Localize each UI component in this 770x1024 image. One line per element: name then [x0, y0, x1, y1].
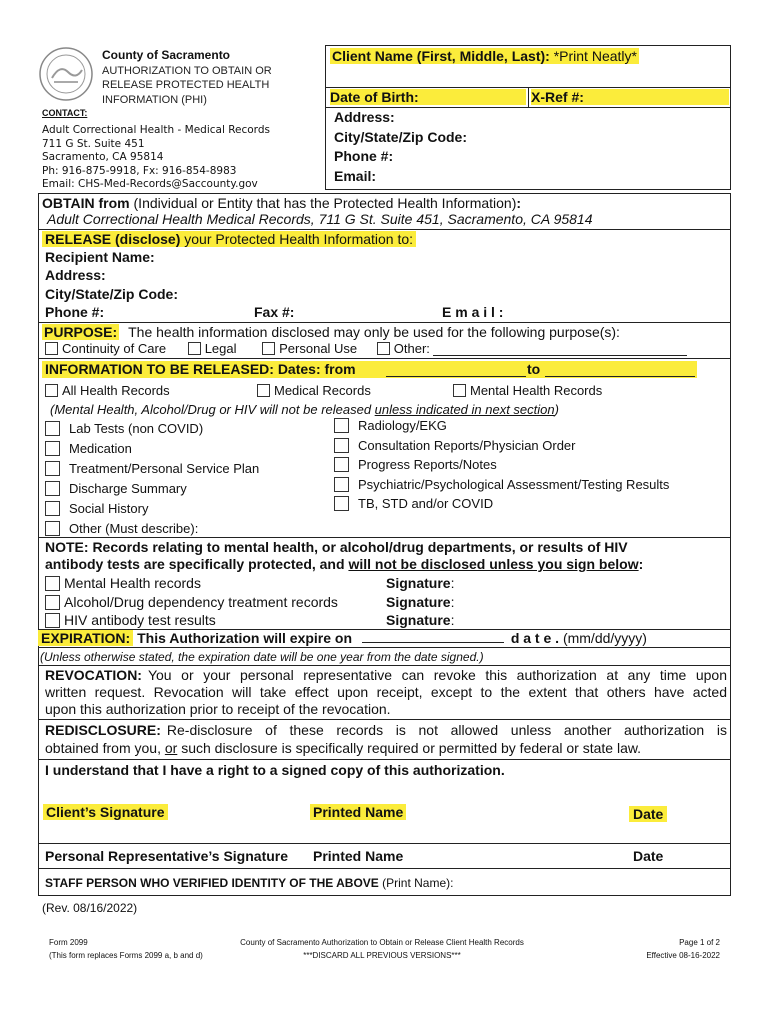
- note-line2: antibody tests are specifically protected, and will not be disclosed unless you sign below:: [45, 556, 644, 572]
- checkbox-icon[interactable]: [262, 342, 275, 355]
- mental-health-records-checkbox[interactable]: Mental Health Records: [453, 383, 602, 398]
- consultation-reports-checkbox[interactable]: Consultation Reports/Physician Order: [334, 436, 669, 456]
- medical-records-checkbox[interactable]: Medical Records: [257, 383, 371, 398]
- staff-verify-label: STAFF PERSON WHO VERIFIED IDENTITY OF THE ABOVE (Print Name):: [45, 876, 454, 890]
- revocation-block: REVOCATION: You or your personal representative can revoke this authorization at any time upon written request. Revocation will take effect upon receipt, except to the extent that others have acted upon this authorization prior to receipt of the revocation.: [45, 667, 727, 717]
- checkbox-icon[interactable]: [334, 418, 349, 433]
- checkbox-icon[interactable]: [334, 438, 349, 453]
- footer-effective-date: Effective 08-16-2022: [646, 951, 720, 960]
- client-email-label: Email:: [334, 168, 377, 184]
- mental-health-consent-row[interactable]: Mental Health records: [45, 574, 338, 593]
- progress-reports-checkbox[interactable]: Progress Reports/Notes: [334, 455, 669, 475]
- checkbox-icon[interactable]: [45, 441, 60, 456]
- purpose-continuity-checkbox[interactable]: Continuity of Care: [45, 341, 166, 356]
- note-line1: NOTE: Records relating to mental health, or alcohol/drug departments, or results of HIV: [45, 539, 628, 555]
- hiv-consent-row[interactable]: HIV antibody test results: [45, 611, 338, 630]
- expiration-note: (Unless otherwise stated, the expiration date will be one year from the date signed.): [40, 650, 484, 664]
- recipient-email-label: E m a i l :: [442, 304, 504, 320]
- date-to-label: to: [527, 361, 541, 377]
- checkbox-icon[interactable]: [45, 501, 60, 516]
- treatment-plan-checkbox[interactable]: Treatment/Personal Service Plan: [45, 459, 259, 479]
- footer-page-number: Page 1 of 2: [679, 938, 720, 947]
- print-neatly-hint: *Print Neatly*: [553, 48, 637, 64]
- checkbox-icon[interactable]: [45, 384, 58, 397]
- form-title-line3: INFORMATION (PHI): [102, 94, 207, 106]
- client-address-label: Address:: [334, 109, 395, 125]
- expiration-row: EXPIRATION: This Authorization will expire on d a t e . (mm/dd/yyyy): [38, 630, 647, 646]
- contact-line: Email: CHS-Med-Records@Saccounty.gov: [42, 178, 258, 190]
- contact-block: [42, 124, 270, 192]
- checkbox-icon[interactable]: [45, 521, 60, 536]
- contact-line: Sacramento, CA 95814: [42, 151, 164, 163]
- mental-health-signature-field[interactable]: Signature:: [386, 575, 455, 591]
- obtain-heading: OBTAIN from (Individual or Entity that has the Protected Health Information):: [42, 195, 522, 211]
- protected-records-list: [45, 574, 338, 630]
- checkbox-icon[interactable]: [45, 613, 60, 628]
- recipient-fax-label: Fax #:: [254, 304, 295, 320]
- footer-discard-notice: ***DISCARD ALL PREVIOUS VERSIONS***: [303, 951, 461, 960]
- checkbox-icon[interactable]: [45, 481, 60, 496]
- info-right-options: [334, 416, 669, 514]
- alcohol-drug-signature-field[interactable]: Signature:: [386, 593, 455, 610]
- release-heading: RELEASE (disclose) your Protected Health Information to:: [42, 231, 416, 247]
- contact-line: 711 G St. Suite 451: [42, 137, 145, 150]
- checkbox-icon[interactable]: [45, 421, 60, 436]
- county-seal-logo: [38, 46, 94, 102]
- client-name-label: Client Name (First, Middle, Last): *Print Neatly*: [332, 48, 637, 64]
- client-phone-label: Phone #:: [334, 148, 394, 164]
- checkbox-icon[interactable]: [257, 384, 270, 397]
- purpose-other-checkbox[interactable]: Other:: [377, 341, 430, 356]
- purpose-legal-checkbox[interactable]: Legal: [188, 341, 237, 356]
- client-signature-label: Client’s Signature: [43, 804, 168, 820]
- checkbox-icon[interactable]: [188, 342, 201, 355]
- discharge-summary-checkbox[interactable]: Discharge Summary: [45, 479, 259, 499]
- revision-label: (Rev. 08/16/2022): [42, 901, 138, 915]
- checkbox-icon[interactable]: [334, 457, 349, 472]
- recipient-name-label: Recipient Name:: [45, 249, 155, 265]
- purpose-personal-checkbox[interactable]: Personal Use: [262, 341, 357, 356]
- xref-label: X-Ref #:: [531, 89, 729, 105]
- expiration-date-field[interactable]: [362, 630, 504, 643]
- hiv-signature-field[interactable]: Signature:: [386, 612, 455, 629]
- footer-title: County of Sacramento Authorization to Obtain or Release Client Health Records: [240, 938, 524, 947]
- date-to-field[interactable]: [545, 376, 695, 377]
- social-history-checkbox[interactable]: Social History: [45, 499, 259, 519]
- form-title-line1: AUTHORIZATION TO OBTAIN OR: [102, 65, 272, 77]
- checkbox-icon[interactable]: [45, 342, 58, 355]
- other-describe-checkbox[interactable]: Other (Must describe):: [45, 519, 259, 539]
- client-printed-name-label: Printed Name: [310, 804, 406, 820]
- recipient-city-label: City/State/Zip Code:: [45, 286, 179, 302]
- medication-checkbox[interactable]: Medication: [45, 439, 259, 459]
- checkbox-icon[interactable]: [377, 342, 390, 355]
- purpose-other-field[interactable]: [433, 355, 687, 356]
- purpose-options: [45, 341, 430, 356]
- checkbox-icon[interactable]: [453, 384, 466, 397]
- checkbox-icon[interactable]: [45, 595, 60, 610]
- checkbox-icon[interactable]: [45, 576, 60, 591]
- info-left-options: [45, 419, 259, 539]
- understand-statement: I understand that I have a right to a signed copy of this authorization.: [45, 762, 505, 778]
- obtain-value: Adult Correctional Health Medical Records, 711 G St. Suite 451, Sacramento, CA 95814: [47, 211, 593, 227]
- info-restriction-note: (Mental Health, Alcohol/Drug or HIV will not be released unless indicated in next section): [50, 402, 559, 417]
- all-health-records-checkbox[interactable]: All Health Records: [45, 383, 170, 398]
- signature-labels: [386, 574, 454, 630]
- psychiatric-assessment-checkbox[interactable]: Psychiatric/Psychological Assessment/Testing Results: [334, 475, 669, 495]
- footer-replaces: (This form replaces Forms 2099 a, b and d): [49, 951, 203, 960]
- recipient-address-label: Address:: [45, 267, 106, 283]
- checkbox-icon[interactable]: [334, 477, 349, 492]
- client-signature-field[interactable]: [44, 824, 724, 842]
- contact-line: Adult Correctional Health - Medical Records: [42, 124, 270, 136]
- radiology-checkbox[interactable]: Radiology/EKG: [334, 416, 669, 436]
- rep-signature-label: Personal Representative’s Signature: [45, 848, 289, 864]
- footer-form-number: Form 2099: [49, 938, 88, 947]
- rep-date-label: Date: [633, 848, 664, 864]
- county-name: County of Sacramento: [102, 48, 231, 62]
- dob-label: Date of Birth:: [330, 89, 526, 105]
- purpose-heading: PURPOSE: The health information disclosed may only be used for the following purpose(s):: [44, 324, 620, 340]
- checkbox-icon[interactable]: [334, 496, 349, 511]
- rep-printed-name-label: Printed Name: [313, 848, 404, 864]
- info-heading: INFORMATION TO BE RELEASED: Dates: from: [45, 361, 356, 377]
- checkbox-icon[interactable]: [45, 461, 60, 476]
- contact-line: Ph: 916-875-9918, Fx: 916-854-8983: [42, 164, 237, 177]
- contact-label: CONTACT:: [42, 108, 88, 118]
- redisclosure-block: REDISCLOSURE: Re-disclosure of these records is not allowed unless another authorization is obtained from you, or such disclosure is specifically required or permitted by federal or state law.: [45, 722, 727, 756]
- client-date-label: Date: [629, 806, 667, 822]
- lab-tests-checkbox[interactable]: Lab Tests (non COVID): [45, 419, 259, 439]
- tb-std-covid-checkbox[interactable]: TB, STD and/or COVID: [334, 494, 669, 514]
- date-from-field[interactable]: [386, 376, 526, 377]
- alcohol-drug-consent-row[interactable]: Alcohol/Drug dependency treatment records: [45, 593, 338, 612]
- form-title-line2: RELEASE PROTECTED HEALTH: [102, 79, 270, 91]
- recipient-phone-label: Phone #:: [45, 304, 105, 320]
- client-city-label: City/State/Zip Code:: [334, 129, 468, 145]
- staff-name-field[interactable]: [480, 873, 725, 891]
